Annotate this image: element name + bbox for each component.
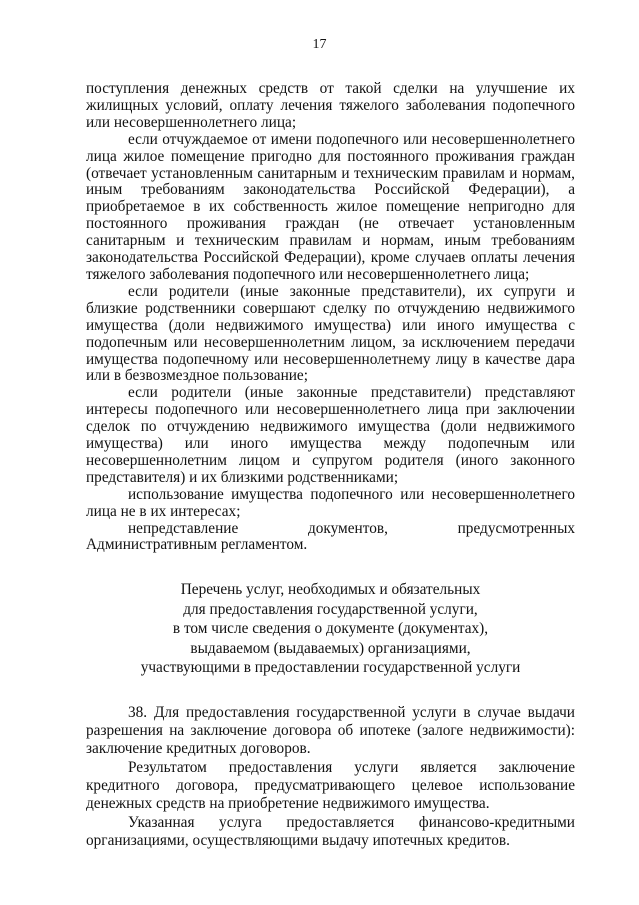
paragraph: использование имущества подопечного или несовершеннолетнего лица не в их интересах; [86, 485, 575, 520]
paragraph: поступления денежных средств от такой сделки на улучшение их жилищных условий, оплату лечения тяжелого заболевания подопечного или несовершеннолетнего лица; [86, 80, 575, 131]
paragraph: непредставление документов, предусмотренных Административным регламентом. [86, 519, 575, 554]
heading-line: Перечень услуг, необходимых и обязательных [180, 581, 481, 599]
paragraph: если родители (иные законные представители), их супруги и близкие родственники совершают сделку по отчуждению недвижимого имущества (доли недвижимого имущества) или иного имущества с подопечным или несовершеннолетним лицом, за исключением передачи имущества подопечному или несовершеннолетнему лицу в качестве дара или в безвозмездное пользование; [86, 282, 575, 385]
heading-line: участвующими в предоставлении государственной услуги [140, 659, 521, 677]
document-body [86, 81, 575, 850]
paragraph: 38. Для предоставления государственной услуги в случае выдачи разрешения на заключение договора об ипотеке (залоге недвижимости): заключение кредитных договоров. [86, 703, 575, 758]
heading-line: в том числе сведения о документе (документах), [172, 620, 489, 638]
paragraphs-top [86, 81, 575, 554]
heading-line: для предоставления государственной услуги, [183, 600, 478, 618]
paragraphs-bottom [86, 704, 575, 850]
paragraph: если отчуждаемое от имени подопечного или несовершеннолетнего лица жилое помещение пригодно для постоянного проживания граждан (отвечает установленным санитарным и техническим правилам и нормам, иным требованиям законодательства Российской Федерации), а приобретаемое в их собственность жилое помещение непригодно для постоянного проживания граждан (не отвечает установленным санитарным и техническим правилам и нормам, иным требованиям законодательства Российской Федерации), кроме случаев оплаты лечения тяжелого заболевания подопечного или несовершеннолетнего лица; [86, 130, 575, 283]
paragraph: Указанная услуга предоставляется финансово-кредитными организациями, осуществляющими выдачу ипотечных кредитов. [86, 813, 575, 849]
paragraph: если родители (иные законные представители) представляют интересы подопечного или несовершеннолетнего лица при заключении сделок по отчуждению недвижимого имущества (доли недвижимого имущества) или иного имущества между подопечным или несовершеннолетним лицом и супругом родителя (иного законного представителя) и их близкими родственниками; [86, 384, 575, 486]
paragraph: Результатом предоставления услуги является заключение кредитного договора, предусматривающего целевое использование денежных средств на приобретение недвижимого имущества. [86, 758, 575, 813]
section-heading [86, 580, 575, 678]
page-number: 17 [312, 37, 327, 52]
heading-line: выдаваемом (выдаваемых) организациями, [190, 639, 471, 657]
